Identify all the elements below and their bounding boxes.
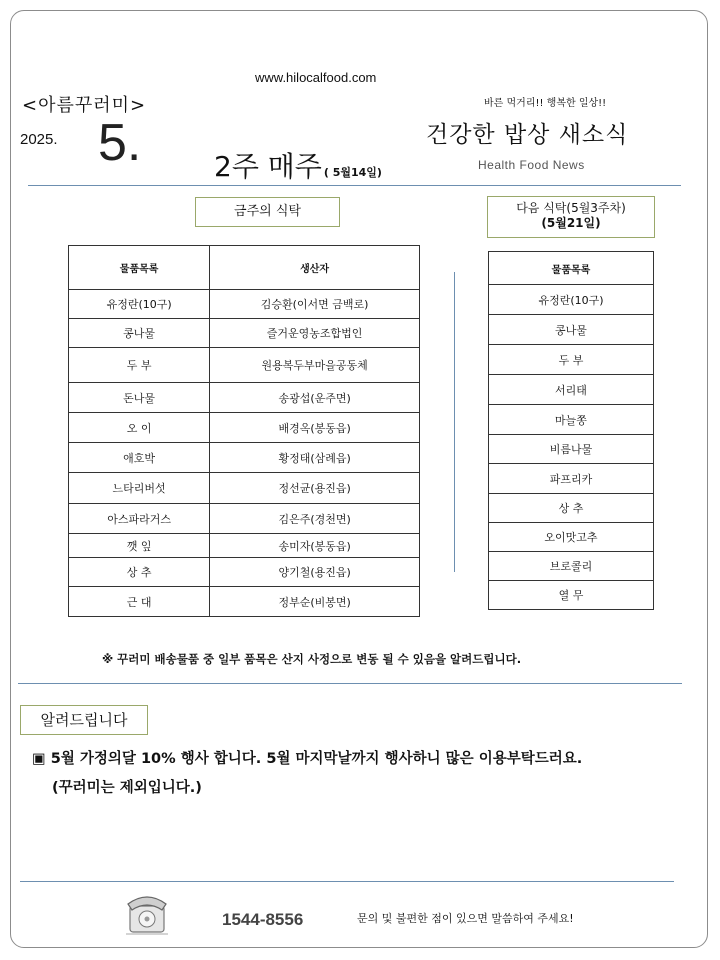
item-cell: 상 추 <box>489 494 654 523</box>
table-row <box>489 285 654 315</box>
table-row <box>69 290 420 319</box>
item-cell: 아스파라거스 <box>69 504 210 534</box>
item-cell: 돈나물 <box>69 383 210 413</box>
table-row <box>489 375 654 405</box>
brand-name: <아름꾸러미> <box>22 95 147 116</box>
item-cell: 브로콜리 <box>489 552 654 581</box>
phone-number: 1544-8556 <box>222 910 304 929</box>
column-header-producer: 생산자 <box>210 246 420 290</box>
table-row <box>69 319 420 348</box>
table-row <box>69 383 420 413</box>
item-cell: 상 추 <box>69 558 210 587</box>
producer-cell: 배경옥(봉동읍) <box>210 413 420 443</box>
news-subtitle: Health Food News <box>478 158 585 172</box>
item-cell: 서리태 <box>489 375 654 405</box>
producer-cell: 김승환(이서면 금백로) <box>210 290 420 319</box>
column-header-items: 물품목록 <box>489 252 654 285</box>
item-cell: 두 부 <box>69 348 210 383</box>
this-week-header-row <box>69 246 420 290</box>
item-cell: 마늘쫑 <box>489 405 654 435</box>
next-week-label-box <box>487 196 655 238</box>
item-cell: 유정란(10구) <box>69 290 210 319</box>
this-week-table <box>68 245 420 617</box>
item-cell: 열 무 <box>489 581 654 610</box>
this-week-label: 금주의 식탁 <box>195 197 340 227</box>
header-divider <box>28 185 681 186</box>
item-cell: 애호박 <box>69 443 210 473</box>
alert-line-1: ▣ 5월 가정의달 10% 행사 합니다. 5월 마지막날까지 행사하니 많은 이용부탁드러요. <box>32 751 583 767</box>
column-header-items: 물품목록 <box>69 246 210 290</box>
week-date: ( 5월14일) <box>323 166 382 179</box>
table-divider <box>454 272 455 572</box>
next-week-date: (5월21일) <box>541 216 601 230</box>
item-cell: 오이맛고추 <box>489 523 654 552</box>
producer-cell: 김은주(경천면) <box>210 504 420 534</box>
item-cell: 파프리카 <box>489 464 654 494</box>
item-cell: 콩나물 <box>69 319 210 348</box>
table-row <box>489 315 654 345</box>
item-cell: 유정란(10구) <box>489 285 654 315</box>
table-row <box>69 587 420 617</box>
notice-divider <box>18 683 682 684</box>
next-week-label: 다음 식탁(5월3주차) <box>516 201 626 215</box>
issue-year: 2025. <box>20 131 58 148</box>
next-week-table <box>488 251 654 610</box>
table-row <box>489 435 654 464</box>
table-row <box>69 413 420 443</box>
producer-cell: 정부순(비봉면) <box>210 587 420 617</box>
table-row <box>489 345 654 375</box>
table-row <box>489 552 654 581</box>
item-cell: 콩나물 <box>489 315 654 345</box>
item-cell: 두 부 <box>489 345 654 375</box>
item-cell: 오 이 <box>69 413 210 443</box>
table-row <box>489 494 654 523</box>
issue-week <box>214 145 382 185</box>
footer-divider <box>20 881 674 882</box>
item-cell: 느타리버섯 <box>69 473 210 504</box>
table-row <box>69 558 420 587</box>
table-row <box>489 523 654 552</box>
next-week-header-row <box>489 252 654 285</box>
table-row <box>489 581 654 610</box>
contact-text: 문의 및 불편한 점이 있으면 말씀하여 주세요! <box>357 912 574 925</box>
table-row <box>69 348 420 383</box>
news-title: 건강한 밥상 새소식 <box>426 122 629 148</box>
producer-cell: 정선균(용진읍) <box>210 473 420 504</box>
table-row <box>489 405 654 435</box>
table-row <box>69 504 420 534</box>
table-row <box>69 443 420 473</box>
producer-cell: 원용복두부마을공동체 <box>210 348 420 383</box>
alert-line-2: (꾸러미는 제외입니다.) <box>52 780 202 796</box>
producer-cell: 즐거운영농조합법인 <box>210 319 420 348</box>
website-url: www.hilocalfood.com <box>255 70 377 85</box>
table-row <box>69 473 420 504</box>
producer-cell: 황정태(삼례읍) <box>210 443 420 473</box>
producer-cell: 양기철(용진읍) <box>210 558 420 587</box>
slogan: 바른 먹거리!! 행복한 일상!! <box>484 98 607 109</box>
producer-cell: 송미자(봉동읍) <box>210 534 420 558</box>
item-cell: 깻 잎 <box>69 534 210 558</box>
item-cell: 비름나물 <box>489 435 654 464</box>
table-row <box>489 464 654 494</box>
notice-text: ※ 꾸러미 배송물품 중 일부 품목은 산지 사정으로 변동 될 수 있음을 알려드립니다. <box>102 652 522 666</box>
alert-title: 알려드립니다 <box>20 705 148 735</box>
table-row <box>69 534 420 558</box>
telephone-icon <box>124 886 170 938</box>
producer-cell: 송광섭(운주면) <box>210 383 420 413</box>
issue-month: 5. <box>98 114 142 172</box>
week-label: 2주 매주 <box>214 150 322 183</box>
item-cell: 근 대 <box>69 587 210 617</box>
